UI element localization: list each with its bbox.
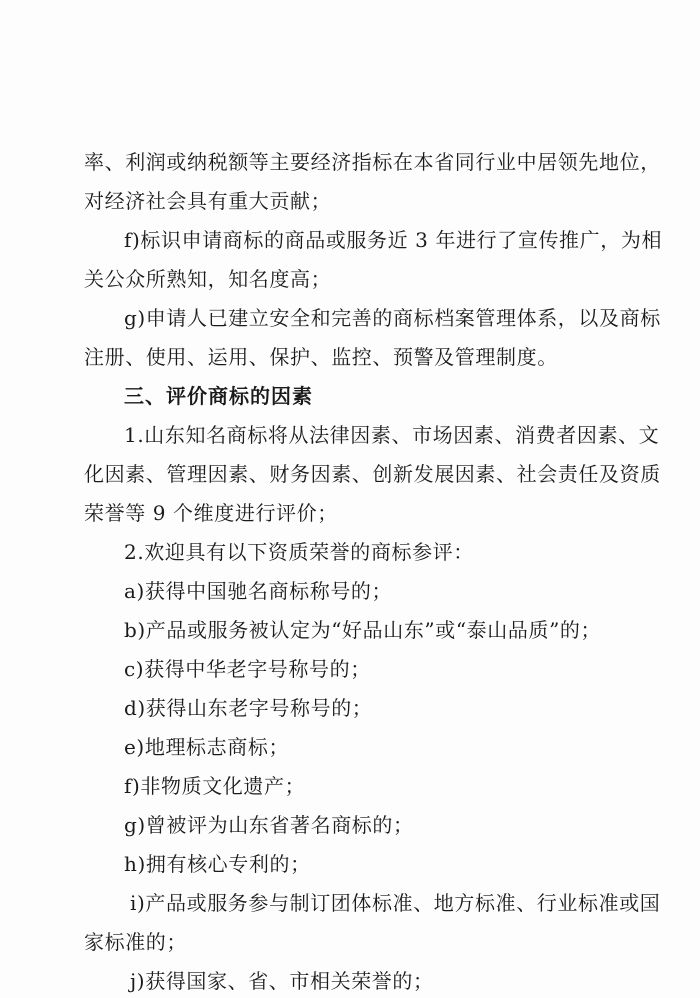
- text-line: 注册、使用、运用、保护、监控、预警及管理制度。: [84, 345, 558, 369]
- list-item: b)产品或服务被认定为“好品山东”或“泰山品质”的；: [124, 618, 602, 642]
- list-item: c)获得中华老字号称号的；: [124, 657, 371, 681]
- text-line: 化因素、管理因素、财务因素、创新发展因素、社会责任及资质: [84, 462, 661, 486]
- list-item: a)获得中国驰名商标称号的；: [124, 579, 393, 603]
- list-item: j)获得国家、省、市相关荣誉的；: [130, 969, 434, 993]
- text-line: 家标准的；: [84, 930, 187, 954]
- section-heading: 三、评价商标的因素: [124, 384, 313, 408]
- list-item: e)地理标志商标；: [124, 735, 290, 759]
- text-line: 2.欢迎具有以下资质荣誉的商标参评：: [124, 540, 474, 564]
- text-line: 关公众所熟知，知名度高；: [84, 267, 332, 291]
- text-line: 荣誉等 9 个维度进行评价；: [84, 501, 338, 525]
- text-line: g)申请人已建立安全和完善的商标档案管理体系，以及商标: [124, 306, 661, 330]
- list-item: i)产品或服务参与制订团体标准、地方标准、行业标准或国: [130, 891, 661, 915]
- list-item: g)曾被评为山东省著名商标的；: [124, 813, 414, 837]
- text-line: 率、利润或纳税额等主要经济指标在本省同行业中居领先地位，: [84, 150, 661, 174]
- list-item: f)非物质文化遗产；: [124, 774, 306, 798]
- text-line: 对经济社会具有重大贡献；: [84, 189, 332, 213]
- text-line: f)标识申请商标的商品或服务近 3 年进行了宣传推广，为相: [124, 228, 663, 252]
- list-item: h)拥有核心专利的；: [124, 852, 311, 876]
- text-line: 1.山东知名商标将从法律因素、市场因素、消费者因素、文: [124, 423, 660, 447]
- list-item: d)获得山东老字号称号的；: [124, 696, 373, 720]
